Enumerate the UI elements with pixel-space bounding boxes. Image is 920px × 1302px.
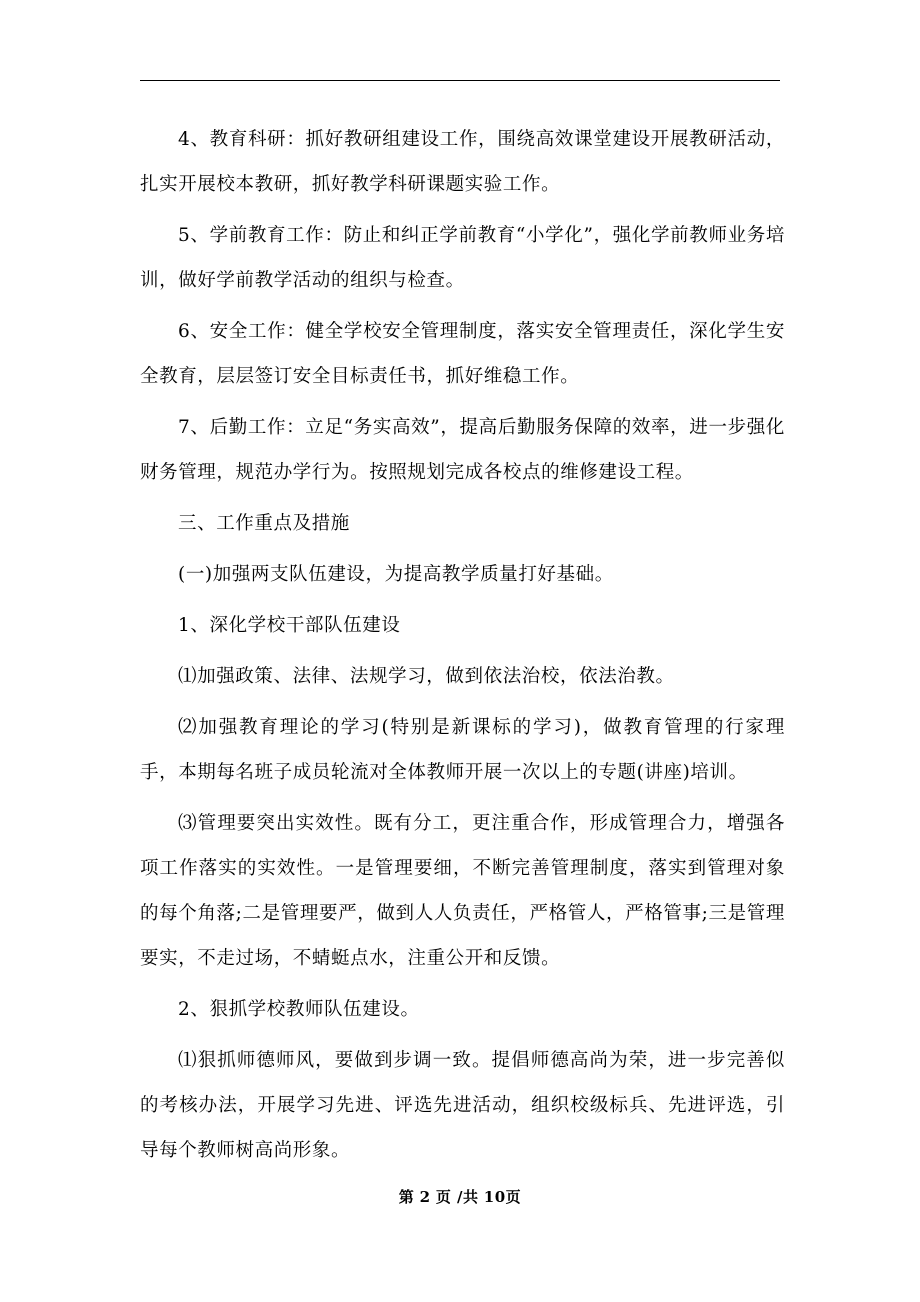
paragraph: ⑴加强政策、法律、法规学习，做到依法治校，依法治教。 [178, 666, 675, 687]
header-rule [140, 80, 780, 81]
section-heading: 三、工作重点及措施 [178, 513, 350, 534]
paragraph: ⑶管理要突出实效性。既有分工，更注重合作，形成管理合力，增强各项工作落实的实效性。一是管理要细，不断完善管理制度，落实到管理对象的每个角落;二是管理要严，做到人人负责任，严格管人，严格管事;三是管理要实，不走过场，不蜻蜓点水，注重公开和反馈。 [140, 813, 785, 969]
footer-suffix: 页 [505, 1188, 522, 1206]
page-footer [0, 1186, 920, 1207]
paragraph: 5、学前教育工作：防止和纠正学前教育“小学化”，强化学前教师业务培训，做好学前教学活动的组织与检查。 [140, 225, 785, 291]
footer-prefix: 第 [398, 1188, 415, 1206]
page-total: 10 [483, 1188, 506, 1206]
paragraph: 6、安全工作：健全学校安全管理制度，落实安全管理责任，深化学生安全教育，层层签订安全目标责任书，抓好维稳工作。 [140, 321, 785, 387]
subsection-heading: (一)加强两支队伍建设，为提高教学质量打好基础。 [178, 564, 614, 585]
footer-middle: 页 /共 [435, 1188, 479, 1206]
paragraph: 7、后勤工作：立足“务实高效”，提高后勤服务保障的效率，进一步强化财务管理，规范办学行为。按照规划完成各校点的维修建设工程。 [140, 417, 785, 483]
item-heading: 1、深化学校干部队伍建设 [178, 615, 401, 636]
item-heading: 2、狠抓学校教师队伍建设。 [178, 999, 420, 1020]
paragraph: ⑴狠抓师德师风，要做到步调一致。提倡师德高尚为荣，进一步完善似的考核办法，开展学习先进、评选先进活动，组织校级标兵、先进评选，引导每个教师树高尚形象。 [140, 1050, 785, 1161]
paragraph: 4、教育科研：抓好教研组建设工作，围绕高效课堂建设开展教研活动，扎实开展校本教研，抓好教学科研课题实验工作。 [140, 129, 785, 195]
document-body [140, 117, 785, 1179]
page-number: 2 [419, 1188, 431, 1206]
paragraph: ⑵加强教育理论的学习(特别是新课标的学习)，做教育管理的行家理手，本期每名班子成员轮流对全体教师开展一次以上的专题(讲座)培训。 [140, 717, 785, 783]
